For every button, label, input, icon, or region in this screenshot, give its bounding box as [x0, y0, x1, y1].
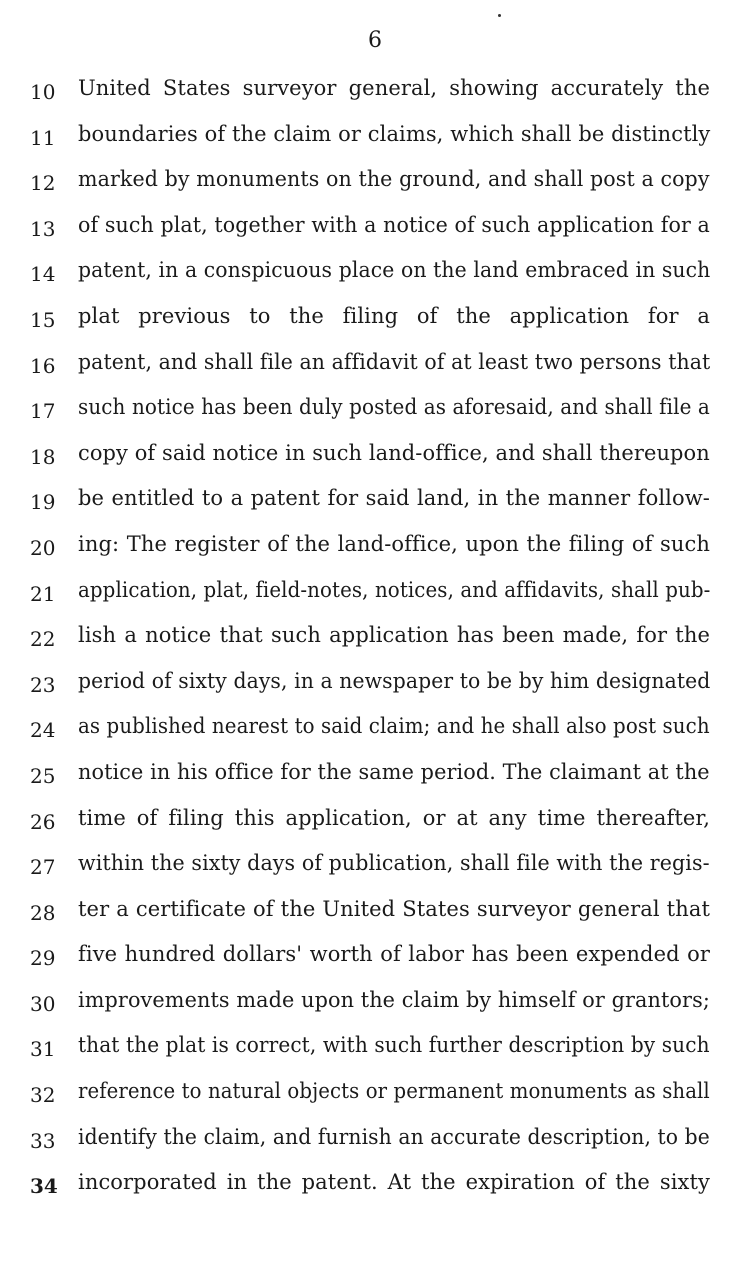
line-text: five hundred dollars' worth of labor has been expended or — [78, 942, 710, 967]
line-number: 17 — [30, 399, 56, 424]
line-text: that the plat is correct, with such further description by such — [78, 1033, 710, 1058]
line-text: such notice has been duly posted as aforesaid, and shall file a — [78, 395, 710, 420]
text-line — [0, 841, 750, 887]
line-text: patent, and shall file an affidavit of at least two persons that — [78, 349, 711, 374]
line-number: 18 — [30, 444, 56, 469]
text-line — [0, 1115, 750, 1161]
line-text: improvements made upon the claim by himself or grantors; — [78, 987, 710, 1012]
line-number: 25 — [30, 763, 56, 788]
text-line — [0, 613, 750, 659]
line-text: application, plat, field-notes, notices, and affidavits, shall pub- — [78, 577, 711, 602]
line-text: marked by monuments on the ground, and shall post a copy — [78, 167, 710, 192]
line-number: 19 — [30, 490, 56, 515]
line-number: 34 — [30, 1174, 58, 1199]
text-body — [0, 66, 750, 1206]
text-line — [0, 887, 750, 933]
line-text: boundaries of the claim or claims, which shall be distinctly — [78, 121, 711, 146]
line-text: period of sixty days, in a newspaper to be by him designated — [78, 668, 711, 693]
print-speck — [498, 14, 501, 17]
text-line — [0, 112, 750, 158]
line-number: 24 — [30, 718, 56, 743]
line-text: incorporated in the patent. At the expiration of the sixty — [78, 1170, 710, 1195]
line-number: 20 — [30, 535, 56, 560]
line-number: 26 — [30, 809, 56, 834]
text-line — [0, 248, 750, 294]
text-line — [0, 932, 750, 978]
line-text: notice in his office for the same period. The claimant at the — [78, 759, 710, 784]
text-line — [0, 978, 750, 1024]
line-number: 31 — [30, 1037, 56, 1062]
text-line — [0, 476, 750, 522]
line-number: 23 — [30, 672, 56, 697]
line-number: 22 — [30, 627, 56, 652]
text-line — [0, 431, 750, 477]
line-text: copy of said notice in such land-office, and shall thereupon — [78, 440, 710, 465]
line-text: patent, in a conspicuous place on the land embraced in such — [78, 258, 711, 283]
line-text: be entitled to a patent for said land, in the manner follow- — [78, 486, 710, 511]
line-number: 33 — [30, 1128, 56, 1153]
line-number: 11 — [30, 125, 56, 150]
line-text: United States surveyor general, showing accurately the — [78, 76, 710, 100]
line-text: within the sixty days of publication, shall file with the regis- — [78, 851, 710, 876]
line-text: identify the claim, and furnish an accurate description, to be — [78, 1124, 710, 1149]
line-number: 32 — [30, 1083, 56, 1108]
line-text: ter a certificate of the United States surveyor general that — [78, 896, 710, 921]
text-line — [0, 1160, 750, 1206]
text-line — [0, 522, 750, 568]
text-line — [0, 750, 750, 796]
line-number: 10 — [30, 80, 56, 104]
page-number: 6 — [368, 28, 382, 53]
line-text: lish a notice that such application has been made, for the — [78, 623, 710, 648]
text-line — [0, 385, 750, 431]
text-line — [0, 1023, 750, 1069]
text-line — [0, 203, 750, 249]
text-line — [0, 66, 750, 112]
text-line — [0, 157, 750, 203]
line-number: 16 — [30, 353, 56, 378]
line-text: as published nearest to said claim; and he shall also post such — [78, 714, 710, 739]
text-line — [0, 1069, 750, 1115]
text-line — [0, 568, 750, 614]
line-number: 21 — [30, 581, 56, 606]
line-number: 14 — [30, 262, 56, 287]
text-line — [0, 340, 750, 386]
line-text: of such plat, together with a notice of such application for a — [78, 212, 710, 237]
line-number: 12 — [30, 171, 56, 196]
text-line — [0, 659, 750, 705]
text-line — [0, 294, 750, 340]
text-line — [0, 704, 750, 750]
line-text: plat previous to the filing of the application for a — [78, 303, 710, 328]
line-number: 28 — [30, 900, 56, 925]
line-number: 15 — [30, 307, 56, 332]
line-text: ing: The register of the land-office, upon the filing of such — [78, 531, 710, 556]
line-number: 13 — [30, 216, 56, 241]
line-number: 29 — [30, 946, 56, 971]
line-text: reference to natural objects or permanent monuments as shall — [78, 1079, 710, 1104]
text-line — [0, 796, 750, 842]
line-number: 27 — [30, 855, 56, 880]
line-number: 30 — [30, 991, 56, 1016]
line-text: time of filing this application, or at any time thereafter, — [78, 805, 710, 830]
